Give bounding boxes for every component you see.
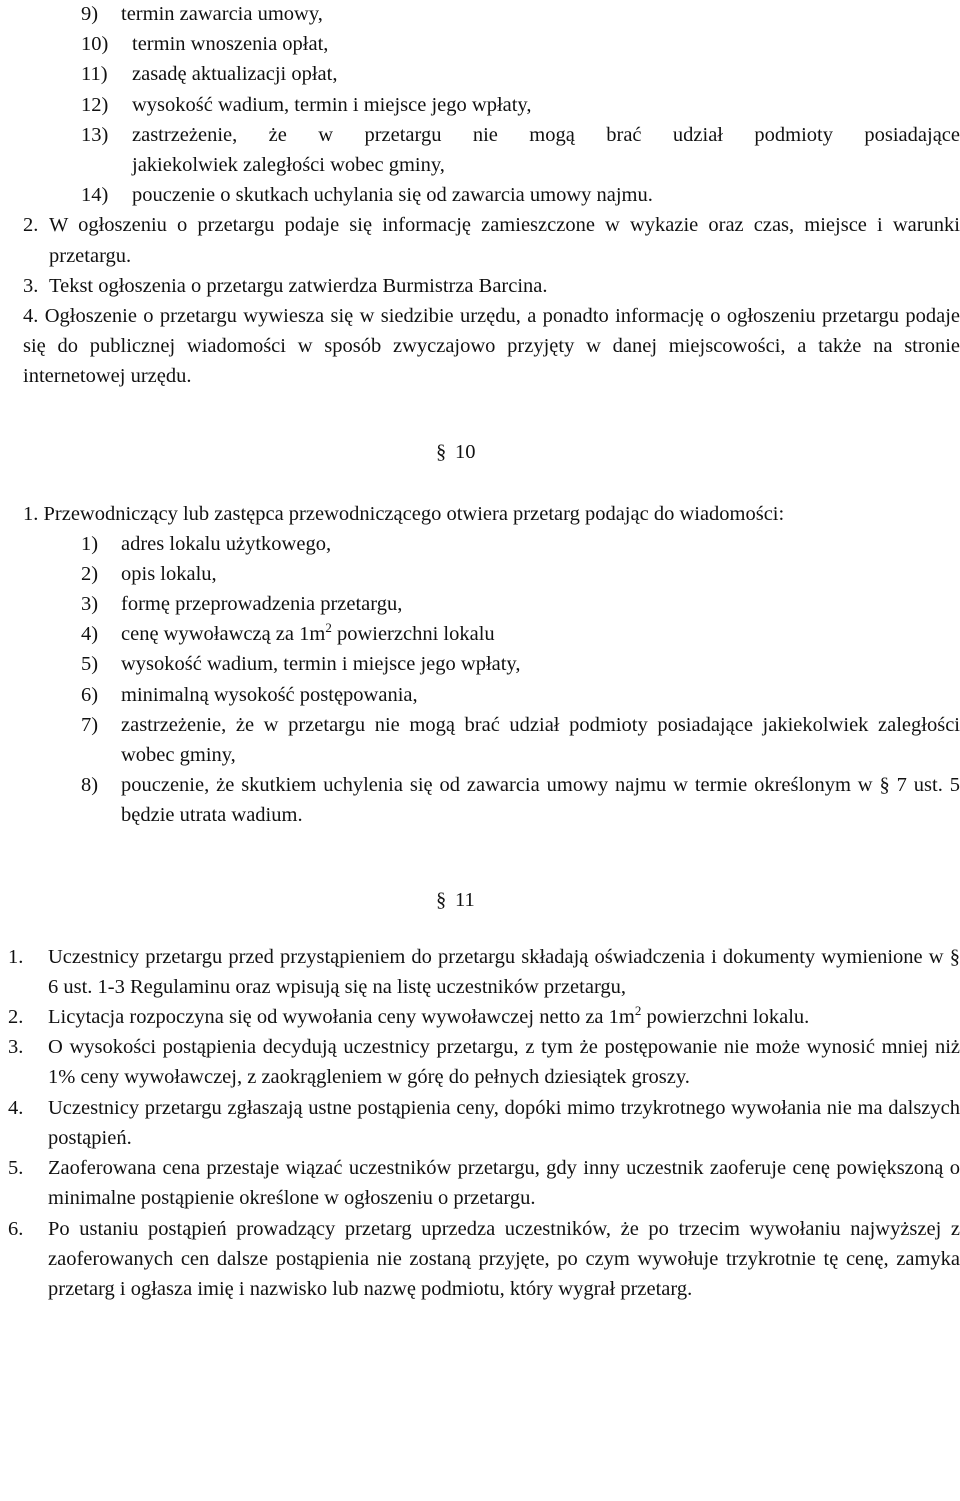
item-text: jakiekolwiek zaległości wobec gminy,	[132, 153, 445, 176]
point	[0, 210, 960, 270]
point	[0, 1002, 960, 1032]
item-text: adres lokalu użytkowego,	[121, 532, 332, 555]
item-number: 2)	[81, 562, 99, 585]
list-item	[0, 619, 960, 649]
point-text: Po ustaniu postąpień prowadzący przetarg uprzedza uczestników, że po trzecim wywołaniu najwyższej z zaoferowanych cen dalsze postąpienia nie zostaną przyjęte, po czym wywołuje trzykrotnie tę cenę, zamyka przetarg i ogłasza imię i nazwisko lub nazwę podmiotu, który wygrał przetarg.	[48, 1217, 960, 1300]
item-text	[121, 619, 960, 649]
point	[0, 1153, 960, 1213]
point-text: O wysokości postąpienia decydują uczestnicy przetargu, z tym że postępowanie nie może wynosić mniej niż 1% ceny wywoławczej, z zaokrągleniem w górę do pełnych dziesiątek groszy.	[48, 1036, 960, 1089]
item-number: 11)	[81, 63, 108, 86]
item-number: 10)	[81, 33, 109, 56]
point-text: Tekst ogłoszenia o przetargu zatwierdza Burmistrza Barcina.	[49, 274, 548, 297]
point-text-part: powierzchni lokalu.	[641, 1006, 810, 1029]
point-text-part: Licytacja rozpoczyna się od wywołania ceny wywoławczej netto za 1m	[48, 1006, 635, 1029]
item-text: termin zawarcia umowy,	[121, 3, 323, 25]
point-text	[48, 942, 960, 1002]
point-number: 4.	[8, 1096, 24, 1119]
item-text: termin wnoszenia opłat,	[132, 33, 329, 56]
point	[0, 1032, 960, 1092]
section-number: 11	[455, 888, 475, 911]
paragraph-symbol: §	[436, 888, 447, 911]
item-number: 8)	[81, 774, 99, 797]
point-number: 3.	[8, 1036, 24, 1059]
item-number: 1)	[81, 532, 99, 555]
point-number: 2.	[8, 1006, 24, 1029]
point-text-part: 6 ust. 1-3 Regulaminu oraz wpisują się na listę uczestników przetargu,	[48, 975, 627, 998]
list-item	[0, 770, 960, 830]
item-number: 13)	[81, 123, 109, 146]
list-item	[0, 589, 960, 619]
item-number: 6)	[81, 683, 99, 706]
item-number: 9)	[81, 3, 99, 25]
item-text: wysokość wadium, termin i miejsce jego wpłaty,	[132, 93, 532, 116]
point-number: 1.	[8, 945, 24, 968]
point-text	[48, 1002, 960, 1032]
item-text: minimalną wysokość postępowania,	[121, 683, 418, 706]
point-number: 6.	[8, 1217, 24, 1240]
item-text: opis lokalu,	[121, 562, 217, 585]
item-text: pouczenie o skutkach uchylania się od zawarcia umowy najmu.	[132, 184, 653, 207]
paragraph-symbol: §	[879, 774, 890, 797]
point-number: 4.	[23, 304, 39, 327]
item-text-part: cenę wywoławczą za 1m	[121, 623, 326, 646]
list-item-continuation	[0, 150, 960, 180]
list-item	[0, 559, 960, 589]
superscript: 2	[325, 620, 332, 636]
point-text: W ogłoszeniu o przetargu podaje się informację zamieszczone w wykazie oraz czas, miejsce i warunki przetargu.	[49, 214, 960, 267]
point	[0, 499, 960, 529]
item-text-part: powierzchni lokalu	[331, 623, 495, 646]
list-item	[0, 180, 960, 210]
point-text: Zaoferowana cena przestaje wiązać uczestników przetargu, gdy inny uczestnik zaoferuje cenę powiększoną o minimalne postąpienie określone w ogłoszeniu o przetargu.	[48, 1157, 960, 1210]
item-number: 5)	[81, 653, 99, 676]
point-text-1	[23, 499, 960, 529]
section-heading	[0, 437, 960, 477]
point	[0, 271, 960, 301]
list-item	[0, 29, 960, 59]
point	[0, 301, 960, 392]
item-number: 4)	[81, 623, 99, 646]
section-number: 10	[455, 440, 476, 463]
item-text: zastrzeżenie, że w przetargu nie mogą brać udział podmioty posiadające jakiekolwiek zaległości wobec gminy,	[121, 713, 960, 767]
point-text-part: Uczestnicy przetargu przed przystąpieniem do przetargu składają oświadczenia i dokumenty wymienione w	[48, 945, 950, 968]
paragraph-symbol: §	[949, 945, 960, 968]
list-item	[0, 710, 960, 770]
list-item	[0, 59, 960, 89]
paragraph-symbol: §	[436, 440, 447, 463]
superscript: 2	[634, 1003, 642, 1019]
point-text-4	[23, 301, 960, 392]
item-number: 3)	[81, 593, 99, 616]
item-text: zasadę aktualizacji opłat,	[132, 63, 338, 86]
point-number: 2.	[23, 214, 39, 237]
point	[0, 1093, 960, 1153]
point-number: 5.	[8, 1157, 24, 1180]
list-item	[0, 0, 960, 29]
item-text-part: 7 ust. 5 będzie utrata wadium.	[121, 774, 960, 827]
point	[0, 1214, 960, 1305]
point	[0, 942, 960, 1002]
item-text: wysokość wadium, termin i miejsce jego wpłaty,	[121, 653, 521, 676]
list-item	[0, 649, 960, 679]
item-text: formę przeprowadzenia przetargu,	[121, 593, 403, 616]
list-item	[0, 120, 960, 150]
list-item	[0, 529, 960, 559]
item-text: zastrzeżenie, że w przetargu nie mogą brać udział podmioty posiadające	[132, 123, 960, 146]
point-text: Przewodniczący lub zastępca przewodniczącego otwiera przetarg podając do wiadomości:	[43, 502, 785, 525]
item-number: 7)	[81, 713, 99, 736]
item-text-part: pouczenie, że skutkiem uchylenia się od zawarcia umowy najmu w termie określonym w	[121, 774, 880, 797]
item-number: 12)	[81, 93, 109, 116]
point-number: 1.	[23, 502, 39, 525]
point-number: 3.	[23, 274, 39, 297]
list-item	[0, 90, 960, 120]
item-number: 14)	[81, 184, 109, 207]
point-text: Uczestnicy przetargu zgłaszają ustne postąpienia ceny, dopóki mimo trzykrotnego wywołania nie ma dalszych postąpień.	[48, 1096, 960, 1149]
section-heading	[0, 885, 960, 925]
item-text	[121, 770, 960, 830]
point-text: Ogłoszenie o przetargu wywiesza się w siedzibie urzędu, a ponadto informację o ogłoszeniu przetargu podaje się do publicznej wiadomości w sposób zwyczajowo przyjęty w danej miejscowości, a także na stronie internetowej urzędu.	[23, 304, 960, 388]
list-item	[0, 680, 960, 710]
